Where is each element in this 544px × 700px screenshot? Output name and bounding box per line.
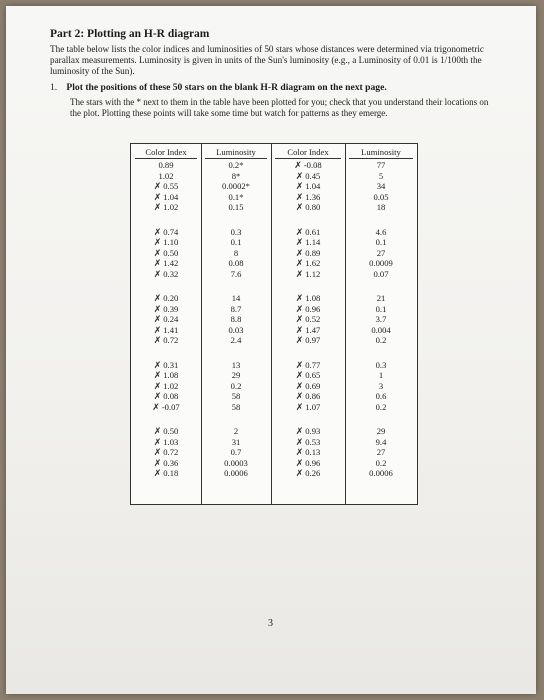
cell-value: -0.08 (303, 160, 322, 170)
luminosity-cell (201, 304, 271, 315)
color-index-cell (271, 202, 345, 214)
luminosity-cell (345, 437, 417, 448)
checkmark-icon: ✗ (153, 182, 162, 193)
checkmark-icon: ✗ (295, 203, 304, 214)
checkmark-icon: ✗ (153, 248, 162, 259)
luminosity-cell (345, 468, 417, 479)
cell-value: 21 (376, 293, 386, 303)
cell-value: 0.08 (163, 391, 179, 402)
cell-value: 29 (376, 426, 386, 436)
cell-value: 0.7 (230, 447, 242, 458)
column-header: Luminosity (349, 146, 413, 159)
luminosity-cell (345, 293, 417, 304)
cell-value: 1.04 (163, 191, 179, 202)
color-index-column-right (271, 144, 346, 504)
checkmark-icon: ✗ (294, 161, 302, 171)
cell-value: 0.74 (163, 226, 179, 237)
checkmark-icon: ✗ (153, 448, 162, 459)
checkmark-icon: ✗ (153, 392, 162, 403)
luminosity-cell (201, 171, 271, 182)
color-index-cell (131, 335, 201, 347)
cell-value: 1.36 (305, 191, 321, 202)
cell-value: 4.6 (375, 226, 387, 237)
cell-value: 0.72 (163, 447, 179, 458)
color-index-cell (271, 335, 345, 347)
cell-value: 8 (233, 247, 239, 258)
luminosity-cell (201, 314, 271, 325)
cell-value: 0.18 (163, 468, 179, 479)
luminosity-cell (345, 381, 417, 392)
color-index-cell (131, 468, 201, 480)
cell-value: 1.04 (305, 181, 321, 192)
cell-value: 1.10 (163, 237, 179, 248)
luminosity-cell (345, 402, 417, 413)
cell-value: 27 (376, 247, 386, 258)
cell-value: 13 (231, 359, 241, 370)
color-index-cell (131, 160, 201, 171)
luminosity-cell (345, 314, 417, 325)
checkmark-icon: ✗ (295, 269, 304, 280)
luminosity-cell (345, 181, 417, 192)
cell-value: 1.41 (163, 324, 179, 335)
checkmark-icon: ✗ (295, 182, 304, 193)
luminosity-cell (345, 227, 417, 238)
color-index-cell (131, 202, 201, 214)
column-header: Color Index (135, 146, 197, 159)
cell-value: 0.53 (305, 436, 321, 447)
cell-value: 0.96 (305, 457, 321, 468)
cell-value: 29 (231, 370, 241, 381)
cell-value: 0.80 (305, 202, 321, 213)
color-index-cell (131, 269, 201, 281)
luminosity-cell (345, 304, 417, 315)
cell-value: 0.2* (228, 160, 244, 170)
cell-value: 8.8 (230, 314, 242, 325)
luminosity-column-right (345, 144, 417, 504)
checkmark-icon: ✗ (295, 294, 304, 304)
luminosity-cell (201, 258, 271, 269)
cell-value: 0.0006 (369, 468, 393, 479)
cell-value: 2 (233, 426, 239, 436)
luminosity-cell (345, 258, 417, 269)
cell-value: 77 (376, 160, 386, 170)
luminosity-cell (201, 335, 271, 346)
checkmark-icon: ✗ (295, 238, 304, 249)
luminosity-cell (345, 202, 417, 213)
step-instruction (50, 82, 490, 93)
luminosity-cell (201, 227, 271, 238)
luminosity-cell (345, 391, 417, 402)
checkmark-icon: ✗ (153, 227, 162, 238)
checkmark-icon: ✗ (153, 294, 162, 304)
cell-value: 0.004 (371, 324, 391, 335)
checkmark-icon: ✗ (153, 192, 162, 203)
intro-paragraph: The table below lists the color indices and luminosities of 50 stars whose distances were determined via trigonometric parallax measurements. Luminosity is given in units of the Sun's luminosity (e.g., a Luminosity of 0.01 is 1/100th the luminosity of the Sun). (50, 44, 484, 76)
cell-value: 0.6 (375, 391, 387, 402)
cell-value: 0.32 (163, 268, 179, 279)
checkmark-icon: ✗ (295, 371, 304, 382)
cell-value: 0.61 (305, 226, 321, 237)
color-index-cell (271, 269, 345, 281)
checkmark-icon: ✗ (295, 437, 304, 448)
cell-value: 3 (378, 380, 384, 391)
cell-value: 0.86 (305, 391, 321, 402)
checkmark-icon: ✗ (152, 402, 160, 413)
luminosity-cell (345, 426, 417, 437)
checkmark-icon: ✗ (295, 171, 304, 182)
luminosity-cell (201, 269, 271, 280)
cell-value: 3.7 (375, 314, 387, 325)
cell-value: 0.89 (158, 160, 174, 170)
checkmark-icon: ✗ (295, 325, 304, 336)
checkmark-icon: ✗ (295, 448, 304, 459)
cell-value: 0.1 (375, 303, 387, 314)
cell-value: 5 (378, 170, 384, 181)
checkmark-icon: ✗ (295, 304, 304, 315)
cell-value: 0.07 (373, 268, 389, 279)
cell-value: 0.26 (305, 468, 321, 479)
color-index-cell (131, 171, 201, 182)
cell-value: 0.2 (230, 380, 242, 391)
cell-value: 0.1* (228, 191, 244, 202)
checkmark-icon: ✗ (295, 458, 304, 469)
cell-value: 1.03 (163, 436, 179, 447)
luminosity-cell (345, 335, 417, 346)
checkmark-icon: ✗ (295, 392, 304, 403)
cell-value: -0.07 (161, 401, 180, 412)
cell-value: 0.72 (163, 335, 179, 346)
luminosity-column-left (201, 144, 272, 504)
cell-value: 0.65 (305, 370, 321, 381)
section-heading: Part 2: Plotting an H-R diagram (50, 28, 210, 40)
luminosity-cell (201, 468, 271, 479)
cell-value: 0.1 (230, 237, 242, 248)
checkmark-icon: ✗ (295, 192, 304, 203)
checkmark-icon: ✗ (295, 227, 304, 238)
cell-value: 58 (231, 401, 241, 412)
cell-value: 1.47 (305, 324, 321, 335)
cell-value: 0.39 (163, 303, 179, 314)
luminosity-cell (345, 447, 417, 458)
luminosity-cell (201, 458, 271, 469)
cell-value: 58 (231, 391, 241, 402)
luminosity-cell (345, 160, 417, 171)
checkmark-icon: ✗ (153, 336, 162, 347)
checkmark-icon: ✗ (153, 325, 162, 336)
luminosity-cell (345, 171, 417, 182)
column-header: Luminosity (205, 146, 267, 159)
cell-value: 8* (231, 170, 241, 181)
cell-value: 0.3 (375, 359, 387, 370)
checkmark-icon: ✗ (295, 360, 304, 371)
checkmark-icon: ✗ (295, 336, 304, 347)
checkmark-icon: ✗ (153, 269, 162, 280)
cell-value: 1.02 (163, 202, 179, 213)
luminosity-cell (201, 181, 271, 192)
cell-value: 27 (376, 447, 386, 458)
checkmark-icon: ✗ (153, 371, 162, 382)
cell-value: 0.36 (163, 457, 179, 468)
cell-value: 1.02 (163, 380, 179, 391)
star-data-table (130, 143, 418, 505)
cell-value: 1.14 (305, 237, 321, 248)
cell-value: 0.3 (230, 226, 242, 237)
checkmark-icon: ✗ (153, 259, 162, 270)
checkmark-icon: ✗ (153, 315, 162, 326)
cell-value: 0.15 (228, 202, 244, 213)
checkmark-icon: ✗ (153, 238, 162, 249)
luminosity-cell (201, 381, 271, 392)
cell-value: 0.50 (163, 247, 179, 258)
luminosity-cell (201, 370, 271, 381)
cell-value: 9.4 (375, 436, 387, 447)
checkmark-icon: ✗ (295, 402, 304, 413)
cell-value: 0.89 (305, 247, 321, 258)
cell-value: 18 (376, 202, 386, 213)
luminosity-cell (201, 426, 271, 437)
cell-value: 0.93 (305, 426, 321, 436)
cell-value: 0.69 (305, 380, 321, 391)
cell-value: 1.12 (305, 268, 321, 279)
luminosity-cell (201, 391, 271, 402)
cell-value: 0.05 (373, 191, 389, 202)
cell-value: 1 (378, 370, 384, 381)
cell-value: 0.24 (163, 314, 179, 325)
cell-value: 0.97 (305, 335, 321, 346)
checkmark-icon: ✗ (153, 381, 162, 392)
luminosity-cell (201, 325, 271, 336)
checkmark-icon: ✗ (295, 427, 304, 437)
luminosity-cell (345, 360, 417, 371)
checkmark-icon: ✗ (153, 360, 162, 371)
luminosity-cell (345, 192, 417, 203)
color-index-cell (131, 402, 201, 414)
cell-value: 31 (231, 436, 241, 447)
cell-value: 0.52 (305, 314, 321, 325)
page-number: 3 (268, 618, 273, 629)
cell-value: 0.0003 (224, 457, 248, 468)
cell-value: 1.07 (305, 401, 321, 412)
cell-value: 0.20 (163, 293, 179, 303)
cell-value: 0.2 (375, 335, 387, 346)
checkmark-icon: ✗ (153, 203, 162, 214)
worksheet-page (6, 6, 536, 694)
cell-value: 0.1 (375, 237, 387, 248)
luminosity-cell (345, 325, 417, 336)
luminosity-cell (345, 458, 417, 469)
checkmark-icon: ✗ (153, 458, 162, 469)
cell-value: 0.96 (305, 303, 321, 314)
luminosity-cell (345, 248, 417, 259)
checkmark-icon: ✗ (153, 427, 162, 437)
cell-value: 0.55 (163, 181, 179, 192)
luminosity-cell (201, 248, 271, 259)
checkmark-icon: ✗ (153, 304, 162, 315)
luminosity-cell (201, 202, 271, 213)
cell-value: 0.31 (163, 359, 179, 370)
step-text: Plot the positions of these 50 stars on the blank H-R diagram on the next page. (66, 82, 387, 93)
cell-value: 1.42 (163, 258, 179, 269)
column-header: Color Index (275, 146, 341, 159)
luminosity-cell (345, 269, 417, 280)
cell-value: 0.03 (228, 324, 244, 335)
cell-value: 0.50 (163, 426, 179, 436)
cell-value: 14 (231, 293, 241, 303)
cell-value: 1.08 (163, 370, 179, 381)
cell-value: 0.0006 (224, 468, 248, 479)
checkmark-icon: ✗ (295, 259, 304, 270)
checkmark-icon: ✗ (295, 469, 304, 480)
luminosity-cell (201, 293, 271, 304)
cell-value: 0.45 (305, 170, 321, 181)
cell-value: 2.4 (230, 335, 242, 346)
color-index-cell (271, 402, 345, 414)
checkmark-icon: ✗ (295, 381, 304, 392)
cell-value: 0.08 (228, 258, 244, 269)
checkmark-icon: ✗ (295, 248, 304, 259)
checkmark-icon: ✗ (295, 315, 304, 326)
cell-value: 34 (376, 181, 386, 192)
step-number: 1. (50, 82, 58, 93)
color-index-column-left (131, 144, 202, 504)
color-index-cell (271, 468, 345, 480)
luminosity-cell (345, 370, 417, 381)
luminosity-cell (201, 402, 271, 413)
cell-value: 7.6 (230, 268, 242, 279)
checkmark-icon: ✗ (153, 469, 162, 480)
cell-value: 0.77 (305, 359, 321, 370)
luminosity-cell (201, 237, 271, 248)
cell-value: 8.7 (230, 303, 242, 314)
luminosity-cell (201, 447, 271, 458)
cell-value: 0.2 (375, 401, 387, 412)
cell-value: 1.62 (305, 258, 321, 269)
cell-value: 0.0009 (369, 258, 393, 269)
luminosity-cell (345, 237, 417, 248)
cell-value: 1.02 (158, 170, 174, 181)
luminosity-cell (201, 160, 271, 171)
checkmark-icon: ✗ (153, 437, 162, 448)
luminosity-cell (201, 192, 271, 203)
luminosity-cell (201, 360, 271, 371)
luminosity-cell (201, 437, 271, 448)
cell-value: 1.08 (305, 293, 321, 303)
instruction-note: The stars with the * next to them in the table have been plotted for you; check that you understand their locations on the plot. Plotting these points will take some time but watch for patterns as they emerge. (70, 97, 489, 118)
cell-value: 0.2 (375, 457, 387, 468)
cell-value: 0.13 (305, 447, 321, 458)
cell-value: 0.0002* (222, 181, 250, 192)
